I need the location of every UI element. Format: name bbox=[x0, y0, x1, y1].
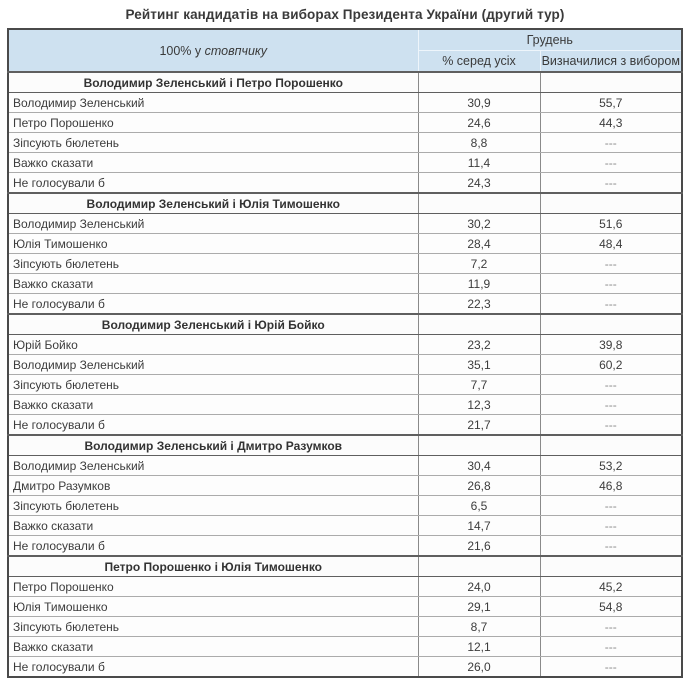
value-decided: --- bbox=[540, 657, 682, 678]
row-label: Володимир Зеленський bbox=[8, 456, 418, 476]
table-body bbox=[8, 72, 682, 677]
value-decided: 55,7 bbox=[540, 93, 682, 113]
table-row bbox=[8, 516, 682, 536]
month-header-cell: Грудень bbox=[418, 29, 682, 51]
corner-label-italic: стовпчику bbox=[204, 43, 268, 58]
section-empty-cell bbox=[540, 72, 682, 93]
poll-results-table bbox=[7, 28, 683, 678]
subheader-decided: Визначилися з вибором bbox=[540, 51, 682, 73]
table-row bbox=[8, 294, 682, 315]
value-percent-all: 22,3 bbox=[418, 294, 540, 315]
table-header bbox=[8, 29, 682, 72]
row-label: Юлія Тимошенко bbox=[8, 234, 418, 254]
table-row bbox=[8, 577, 682, 597]
value-percent-all: 21,7 bbox=[418, 415, 540, 436]
value-decided: --- bbox=[540, 153, 682, 173]
section-title: Володимир Зеленський і Петро Порошенко bbox=[8, 72, 418, 93]
value-percent-all: 35,1 bbox=[418, 355, 540, 375]
row-label: Володимир Зеленський bbox=[8, 355, 418, 375]
row-label: Дмитро Разумков bbox=[8, 476, 418, 496]
table-row bbox=[8, 133, 682, 153]
page-title: Рейтинг кандидатів на виборах Президента України (другий тур) bbox=[125, 7, 565, 22]
table-row bbox=[8, 456, 682, 476]
value-decided: --- bbox=[540, 173, 682, 194]
table-row bbox=[8, 395, 682, 415]
section-empty-cell bbox=[418, 556, 540, 577]
value-percent-all: 14,7 bbox=[418, 516, 540, 536]
table-row bbox=[8, 496, 682, 516]
table-row bbox=[8, 536, 682, 557]
value-percent-all: 26,8 bbox=[418, 476, 540, 496]
value-percent-all: 7,2 bbox=[418, 254, 540, 274]
value-percent-all: 24,0 bbox=[418, 577, 540, 597]
section-empty-cell bbox=[418, 193, 540, 214]
value-decided: --- bbox=[540, 516, 682, 536]
value-percent-all: 30,2 bbox=[418, 214, 540, 234]
table-row bbox=[8, 214, 682, 234]
value-percent-all: 12,1 bbox=[418, 637, 540, 657]
row-label: Важко сказати bbox=[8, 637, 418, 657]
table-row bbox=[8, 415, 682, 436]
value-percent-all: 30,9 bbox=[418, 93, 540, 113]
section-empty-cell bbox=[540, 314, 682, 335]
section-header-row bbox=[8, 193, 682, 214]
row-label: Петро Порошенко bbox=[8, 577, 418, 597]
row-label: Юлія Тимошенко bbox=[8, 597, 418, 617]
row-label: Зіпсують бюлетень bbox=[8, 496, 418, 516]
table-row bbox=[8, 355, 682, 375]
row-label: Юрій Бойко bbox=[8, 335, 418, 355]
value-percent-all: 8,8 bbox=[418, 133, 540, 153]
section-empty-cell bbox=[540, 435, 682, 456]
value-percent-all: 12,3 bbox=[418, 395, 540, 415]
table-row bbox=[8, 254, 682, 274]
value-percent-all: 7,7 bbox=[418, 375, 540, 395]
corner-header-cell bbox=[8, 29, 418, 72]
row-label: Не голосували б bbox=[8, 294, 418, 315]
row-label: Не голосували б bbox=[8, 536, 418, 557]
value-decided: 45,2 bbox=[540, 577, 682, 597]
section-empty-cell bbox=[540, 556, 682, 577]
row-label: Зіпсують бюлетень bbox=[8, 375, 418, 395]
value-percent-all: 24,3 bbox=[418, 173, 540, 194]
section-header-row bbox=[8, 72, 682, 93]
section-title: Петро Порошенко і Юлія Тимошенко bbox=[8, 556, 418, 577]
row-label: Зіпсують бюлетень bbox=[8, 254, 418, 274]
section-title: Володимир Зеленський і Юлія Тимошенко bbox=[8, 193, 418, 214]
table-row bbox=[8, 476, 682, 496]
row-label: Не голосували б bbox=[8, 173, 418, 194]
table-row bbox=[8, 234, 682, 254]
value-decided: --- bbox=[540, 496, 682, 516]
row-label: Володимир Зеленський bbox=[8, 93, 418, 113]
value-decided: 54,8 bbox=[540, 597, 682, 617]
section-header-row bbox=[8, 435, 682, 456]
value-decided: 53,2 bbox=[540, 456, 682, 476]
table-row bbox=[8, 173, 682, 194]
row-label: Не голосували б bbox=[8, 415, 418, 436]
value-decided: 48,4 bbox=[540, 234, 682, 254]
section-empty-cell bbox=[418, 314, 540, 335]
value-decided: --- bbox=[540, 274, 682, 294]
value-percent-all: 11,4 bbox=[418, 153, 540, 173]
row-label: Важко сказати bbox=[8, 274, 418, 294]
section-title: Володимир Зеленський і Юрій Бойко bbox=[8, 314, 418, 335]
corner-label-prefix: 100% у bbox=[159, 43, 205, 58]
section-empty-cell bbox=[540, 193, 682, 214]
value-decided: --- bbox=[540, 133, 682, 153]
value-decided: --- bbox=[540, 637, 682, 657]
table-row bbox=[8, 93, 682, 113]
value-percent-all: 21,6 bbox=[418, 536, 540, 557]
value-percent-all: 26,0 bbox=[418, 657, 540, 678]
row-label: Володимир Зеленський bbox=[8, 214, 418, 234]
table-row bbox=[8, 113, 682, 133]
row-label: Важко сказати bbox=[8, 516, 418, 536]
table-row bbox=[8, 637, 682, 657]
value-decided: --- bbox=[540, 254, 682, 274]
value-decided: --- bbox=[540, 536, 682, 557]
table-row bbox=[8, 657, 682, 678]
table-row bbox=[8, 153, 682, 173]
table-row bbox=[8, 335, 682, 355]
value-decided: 51,6 bbox=[540, 214, 682, 234]
table-row bbox=[8, 375, 682, 395]
row-label: Не голосували б bbox=[8, 657, 418, 678]
value-percent-all: 30,4 bbox=[418, 456, 540, 476]
value-decided: --- bbox=[540, 395, 682, 415]
value-decided: 44,3 bbox=[540, 113, 682, 133]
row-label: Зіпсують бюлетень bbox=[8, 133, 418, 153]
row-label: Важко сказати bbox=[8, 153, 418, 173]
value-percent-all: 24,6 bbox=[418, 113, 540, 133]
value-decided: --- bbox=[540, 617, 682, 637]
section-header-row bbox=[8, 314, 682, 335]
table-row bbox=[8, 617, 682, 637]
section-header-row bbox=[8, 556, 682, 577]
value-decided: 60,2 bbox=[540, 355, 682, 375]
value-percent-all: 8,7 bbox=[418, 617, 540, 637]
section-title: Володимир Зеленський і Дмитро Разумков bbox=[8, 435, 418, 456]
value-percent-all: 28,4 bbox=[418, 234, 540, 254]
section-empty-cell bbox=[418, 72, 540, 93]
row-label: Петро Порошенко bbox=[8, 113, 418, 133]
value-decided: 46,8 bbox=[540, 476, 682, 496]
row-label: Зіпсують бюлетень bbox=[8, 617, 418, 637]
value-percent-all: 29,1 bbox=[418, 597, 540, 617]
value-decided: --- bbox=[540, 294, 682, 315]
header-row-top bbox=[8, 29, 682, 51]
value-decided: 39,8 bbox=[540, 335, 682, 355]
value-percent-all: 11,9 bbox=[418, 274, 540, 294]
value-percent-all: 6,5 bbox=[418, 496, 540, 516]
value-percent-all: 23,2 bbox=[418, 335, 540, 355]
value-decided: --- bbox=[540, 415, 682, 436]
section-empty-cell bbox=[418, 435, 540, 456]
table-row bbox=[8, 274, 682, 294]
subheader-percent-all: % серед усіх bbox=[418, 51, 540, 73]
row-label: Важко сказати bbox=[8, 395, 418, 415]
value-decided: --- bbox=[540, 375, 682, 395]
table-row bbox=[8, 597, 682, 617]
